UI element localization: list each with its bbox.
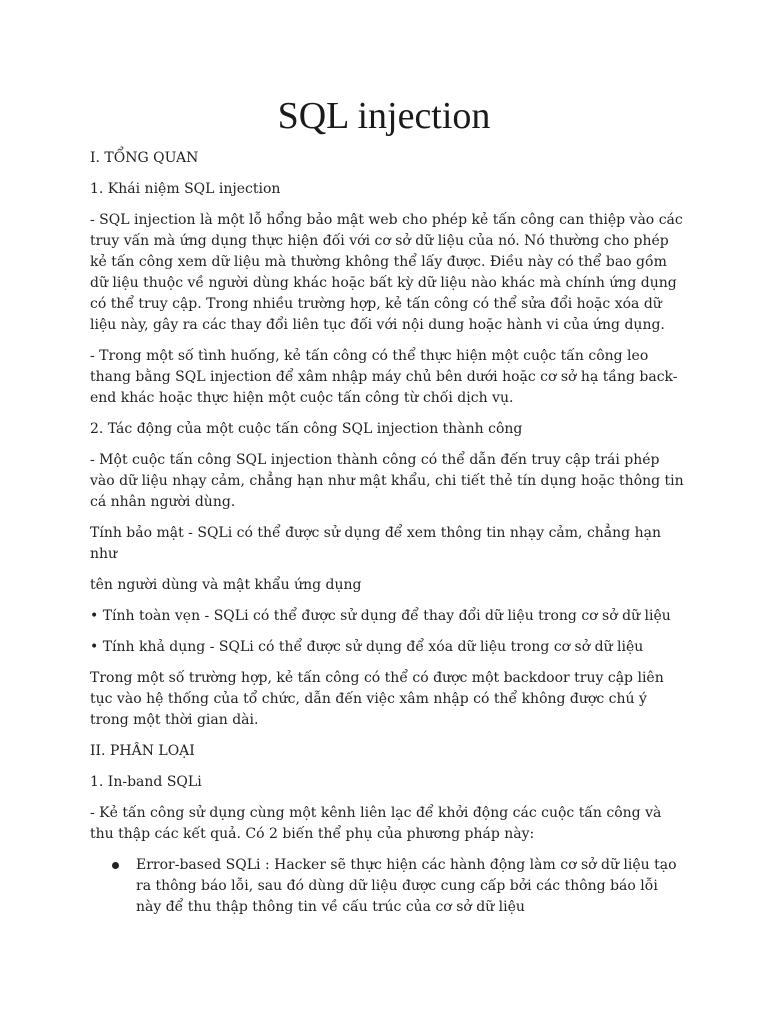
list-item-error-based-sqli	[136, 855, 684, 918]
bullet-integrity: • Tính toàn vẹn - SQLi có thể được sử dụng để thay đổi dữ liệu trong cơ sở dữ liệu	[90, 608, 671, 624]
subheading-in-band-sqli: 1. In-band SQLi	[90, 774, 202, 790]
paragraph-confidentiality-line1: Tính bảo mật - SQLi có thể được sử dụng để xem thông tin nhạy cảm, chẳng hạn như	[90, 525, 661, 562]
document-title: SQL injection	[277, 95, 491, 137]
paragraph-backdoor: Trong một số trường hợp, kẻ tấn công có thể có được một backdoor truy cập liên tục vào hệ thống của tổ chức, dẫn đến việc xâm nhập có thể không được chú ý trong một thời gian dài.	[90, 670, 664, 728]
paragraph-impact: - Một cuộc tấn công SQL injection thành công có thể dẫn đến truy cập trái phép vào dữ liệu nhạy cảm, chẳng hạn như mật khẩu, chi tiết thẻ tín dụng hoặc thông tin cá nhân người dùng.	[90, 452, 684, 510]
in-band-variant-list	[90, 855, 684, 918]
subheading-sql-injection-definition: 1. Khái niệm SQL injection	[90, 181, 281, 197]
paragraph-in-band-description: - Kẻ tấn công sử dụng cùng một kênh liên lạc để khởi động các cuộc tấn công và thu thập các kết quả. Có 2 biến thể phụ của phương pháp này:	[90, 805, 662, 842]
section-heading-classification: II. PHÂN LOẠI	[90, 743, 195, 759]
paragraph-escalation: - Trong một số tình huống, kẻ tấn công có thể thực hiện một cuộc tấn công leo thang bằng SQL injection để xâm nhập máy chủ bên dưới hoặc cơ sở hạ tầng back-end khác hoặc thực hiện một cuộc tấn công từ chối dịch vụ.	[90, 348, 678, 406]
list-item-error-based-text: Error-based SQLi : Hacker sẽ thực hiện các hành động làm cơ sở dữ liệu tạo ra thông báo lỗi, sau đó dùng dữ liệu được cung cấp bởi các thông báo lỗi này để thu thập thông tin về cấu trúc của cơ sở dữ liệu	[136, 857, 677, 915]
bullet-availability: • Tính khả dụng - SQLi có thể được sử dụng để xóa dữ liệu trong cơ sở dữ liệu	[90, 639, 644, 655]
section-heading-overview: I. TỔNG QUAN	[90, 150, 199, 166]
paragraph-definition: - SQL injection là một lỗ hổng bảo mật web cho phép kẻ tấn công can thiệp vào các truy vấn mà ứng dụng thực hiện đối với cơ sở dữ liệu của nó. Nó thường cho phép kẻ tấn công xem dữ liệu mà thường không thể lấy được. Điều này có thể bao gồm dữ liệu thuộc về người dùng khác hoặc bất kỳ dữ liệu nào khác mà chính ứng dụng có thể truy cập. Trong nhiều trường hợp, kẻ tấn công có thể sửa đổi hoặc xóa dữ liệu này, gây ra các thay đổi liên tục đối với nội dung hoặc hành vi của ứng dụng.	[90, 212, 683, 333]
subheading-impact: 2. Tác động của một cuộc tấn công SQL injection thành công	[90, 421, 523, 437]
paragraph-confidentiality-line2: tên người dùng và mật khẩu ứng dụng	[90, 577, 362, 593]
document-body	[90, 148, 684, 928]
bullet-dot-icon	[112, 862, 119, 869]
